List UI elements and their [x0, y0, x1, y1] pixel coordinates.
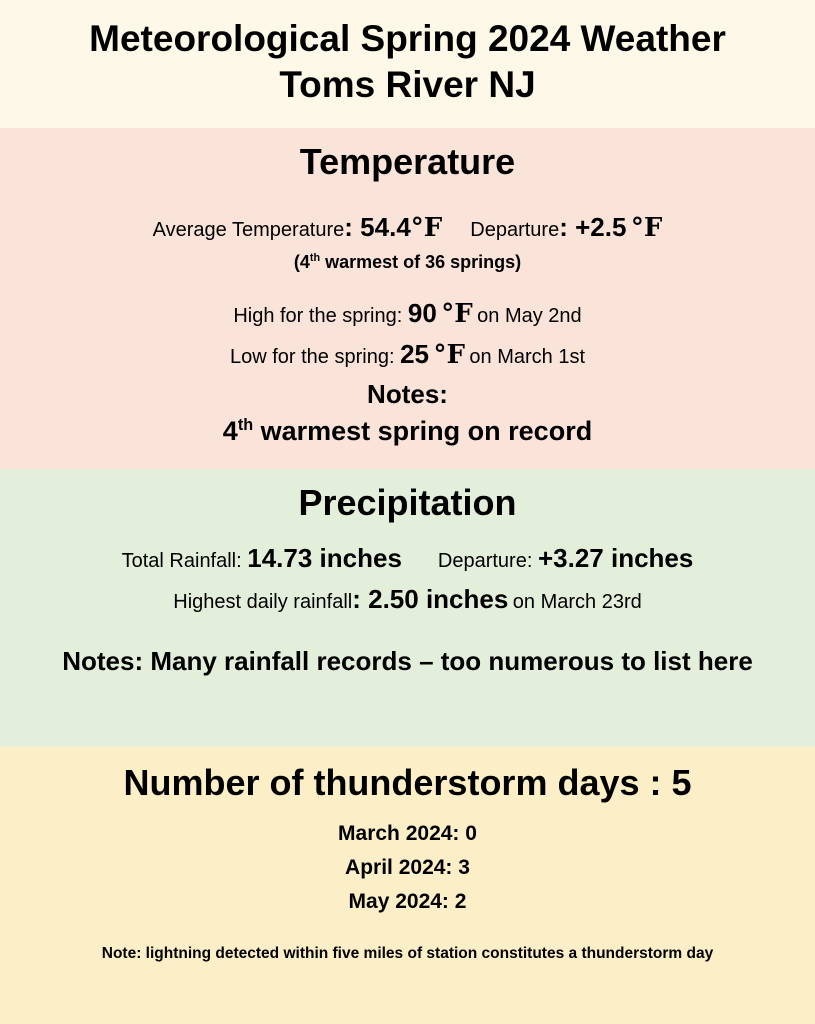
spring-high-row	[0, 295, 815, 336]
notes-rank-suffix: th	[237, 416, 254, 434]
spring-high-date: on May 2nd	[477, 305, 582, 327]
average-temperature-value: 54.4	[360, 212, 411, 242]
highest-daily-rainfall-row	[0, 582, 815, 621]
page-title: Meteorological Spring 2024 Weather	[89, 18, 726, 59]
temperature-departure-unit: °F	[630, 213, 663, 243]
rank-number: (4	[293, 252, 310, 272]
total-rainfall-row	[0, 539, 815, 582]
precipitation-section	[0, 469, 815, 747]
spring-high-unit: °F	[441, 299, 473, 329]
highest-daily-rainfall-date: on March 23rd	[512, 591, 642, 613]
temperature-notes	[0, 411, 815, 451]
thunderstorm-heading: Number of thunderstorm days : 5	[123, 762, 692, 803]
average-temperature-unit: °F	[410, 213, 443, 243]
average-temperature-colon: :	[344, 212, 361, 242]
average-temperature-label: Average Temperature	[152, 219, 345, 241]
page-subtitle-location: Toms River NJ	[279, 64, 536, 105]
rank-text: warmest of 36 springs)	[320, 252, 522, 272]
temperature-heading: Temperature	[299, 141, 516, 182]
temperature-departure-colon: :	[559, 212, 576, 242]
highest-daily-rainfall-value: 2.50 inches	[368, 584, 509, 614]
total-rainfall-value: 14.73 inches	[247, 543, 402, 573]
precipitation-notes: Notes: Many rainfall records – too numerous to list here	[62, 646, 753, 676]
spring-low-colon: :	[388, 346, 401, 368]
spring-high-colon: :	[396, 305, 408, 327]
thunderstorm-section	[0, 747, 815, 1024]
spring-low-label: Low for the spring	[229, 346, 389, 368]
rainfall-departure-value: +3.27 inches	[537, 543, 694, 573]
thunderstorm-note: Note: lightning detected within five miles of station constitutes a thunderstorm day	[101, 945, 714, 962]
thunderstorm-month-march: March 2024: 0	[338, 822, 477, 845]
title-section	[0, 0, 815, 128]
notes-rank-text: warmest spring on record	[253, 416, 593, 446]
notes-rank-number: 4	[222, 416, 238, 446]
average-temperature-row	[0, 210, 815, 249]
temperature-departure-value: +2.5	[575, 212, 627, 242]
temperature-rank	[0, 249, 815, 275]
spring-low-value: 25	[400, 339, 430, 369]
thunderstorm-month-april: April 2024: 3	[345, 856, 470, 879]
thunderstorm-month-list	[0, 817, 815, 919]
spring-low-row	[0, 336, 815, 377]
total-rainfall-label: Total Rainfall:	[121, 550, 248, 572]
spring-high-value: 90	[407, 298, 437, 328]
precipitation-heading: Precipitation	[298, 482, 517, 523]
highest-daily-rainfall-label: Highest daily rainfall	[173, 591, 353, 613]
temperature-section	[0, 128, 815, 469]
temperature-departure-label: Departure	[470, 219, 560, 241]
rainfall-departure-label: Departure:	[437, 550, 538, 572]
rank-suffix: th	[309, 252, 321, 264]
highest-daily-rainfall-colon: :	[352, 584, 369, 614]
temperature-notes-heading: Notes:	[367, 379, 448, 409]
spring-low-unit: °F	[433, 340, 465, 370]
spring-low-date: on March 1st	[469, 346, 585, 368]
spring-high-label: High for the spring	[233, 305, 397, 327]
thunderstorm-month-may: May 2024: 2	[348, 890, 467, 913]
